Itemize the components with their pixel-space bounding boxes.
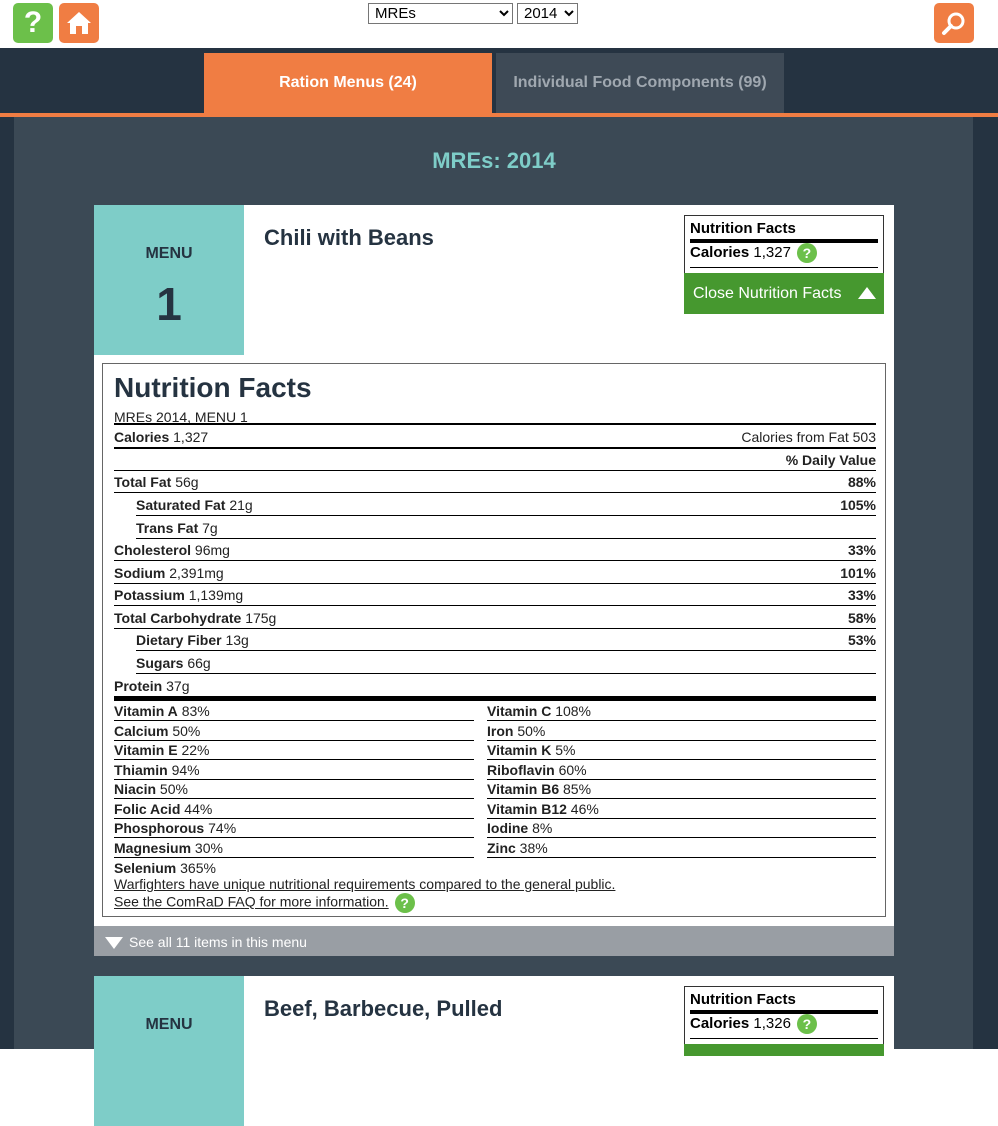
see-all-items-button[interactable] (94, 926, 894, 956)
menu-label: MENU (145, 245, 193, 262)
nutrition-summary-calories: Calories 1,327 ? (690, 243, 817, 263)
see-all-items-label: See all 11 items in this menu (129, 934, 307, 950)
vitamin-row: Folic Acid 44% Vitamin B12 46% (114, 799, 876, 818)
vitamin-row: Selenium 365% (114, 860, 216, 876)
menu-label: MENU (145, 1016, 193, 1033)
tab-ration-menus[interactable]: Ration Menus (24) (204, 53, 492, 113)
divider (690, 1038, 878, 1039)
nutrient-row: Sodium 2,391mg 101% (114, 561, 876, 584)
menu-card (94, 976, 894, 1056)
home-button[interactable] (59, 3, 99, 43)
triangle-down-icon (105, 937, 123, 949)
nutrient-row: Total Fat 56g 88% (114, 470, 876, 493)
menu-badge (94, 976, 244, 1126)
help-icon[interactable]: ? (797, 1014, 817, 1034)
menu-title: Chili with Beans (264, 225, 434, 250)
vitamin-row: Vitamin A 83% Vitamin C 108% (114, 701, 876, 720)
nutrient-row: Sugars 66g (136, 651, 876, 674)
vitamin-row: Calcium 50% Iron 50% (114, 721, 876, 740)
nutrient-row: Potassium 1,139mg 33% (114, 583, 876, 606)
help-button[interactable] (13, 3, 53, 43)
vitamin-row: Magnesium 30% Zinc 38% (114, 838, 876, 857)
nutrition-summary (684, 986, 884, 1046)
nutrition-facts-panel (102, 363, 886, 917)
nutrition-facts-toggle-button[interactable] (684, 1044, 884, 1056)
home-icon (66, 11, 92, 35)
nutrition-facts-heading: Nutrition Facts (114, 372, 312, 403)
calories-row: Calories 1,327 Calories from Fat 503 (114, 423, 876, 448)
page-title: MREs: 2014 (432, 148, 556, 173)
year-select[interactable] (517, 3, 578, 24)
close-nutrition-facts-button[interactable] (684, 273, 884, 314)
vitamin-row: Niacin 50% Vitamin B6 85% (114, 779, 876, 798)
nutrient-row: Cholesterol 96mg 33% (114, 538, 876, 561)
menu-badge (94, 205, 244, 355)
question-icon: ? (23, 6, 43, 39)
tab-individual-food-components[interactable]: Individual Food Components (99) (496, 53, 784, 113)
vitamin-row: Thiamin 94% Riboflavin 60% (114, 760, 876, 779)
help-icon[interactable]: ? (797, 243, 817, 263)
triangle-up-icon (858, 287, 876, 299)
nutrition-summary-calories: Calories 1,326 ? (690, 1014, 817, 1034)
nutrition-summary (684, 215, 884, 275)
nutrition-summary-title: Nutrition Facts (690, 991, 796, 1008)
menu-number: 1 (156, 278, 182, 330)
faq-link[interactable]: See the ComRaD FAQ for more information. ? (114, 893, 415, 913)
nutrient-row: Saturated Fat 21g 105% (136, 493, 876, 516)
divider (690, 267, 878, 268)
nutrition-facts-subheading: MREs 2014, MENU 1 (114, 409, 248, 425)
nutrient-row: Trans Fat 7g (136, 516, 876, 539)
nutrient-row: Dietary Fiber 13g 53% (136, 628, 876, 651)
vitamin-row: Vitamin E 22% Vitamin K 5% (114, 740, 876, 759)
menu-card (94, 205, 894, 950)
vitamin-row: Phosphorous 74% Iodine 8% (114, 818, 876, 837)
requirements-note-link[interactable]: Warfighters have unique nutritional requirements compared to the general public. (114, 876, 616, 892)
search-button[interactable] (934, 3, 974, 43)
nutrient-row: Total Carbohydrate 175g 58% (114, 606, 876, 629)
menu-title: Beef, Barbecue, Pulled (264, 996, 503, 1021)
search-icon (941, 10, 967, 36)
help-icon[interactable]: ? (395, 893, 415, 913)
daily-value-header: % Daily Value (114, 448, 876, 471)
category-select[interactable] (368, 3, 513, 24)
nutrition-summary-title: Nutrition Facts (690, 220, 796, 237)
close-nutrition-facts-label: Close Nutrition Facts (693, 285, 842, 302)
nutrient-row: Protein 37g (114, 678, 190, 694)
